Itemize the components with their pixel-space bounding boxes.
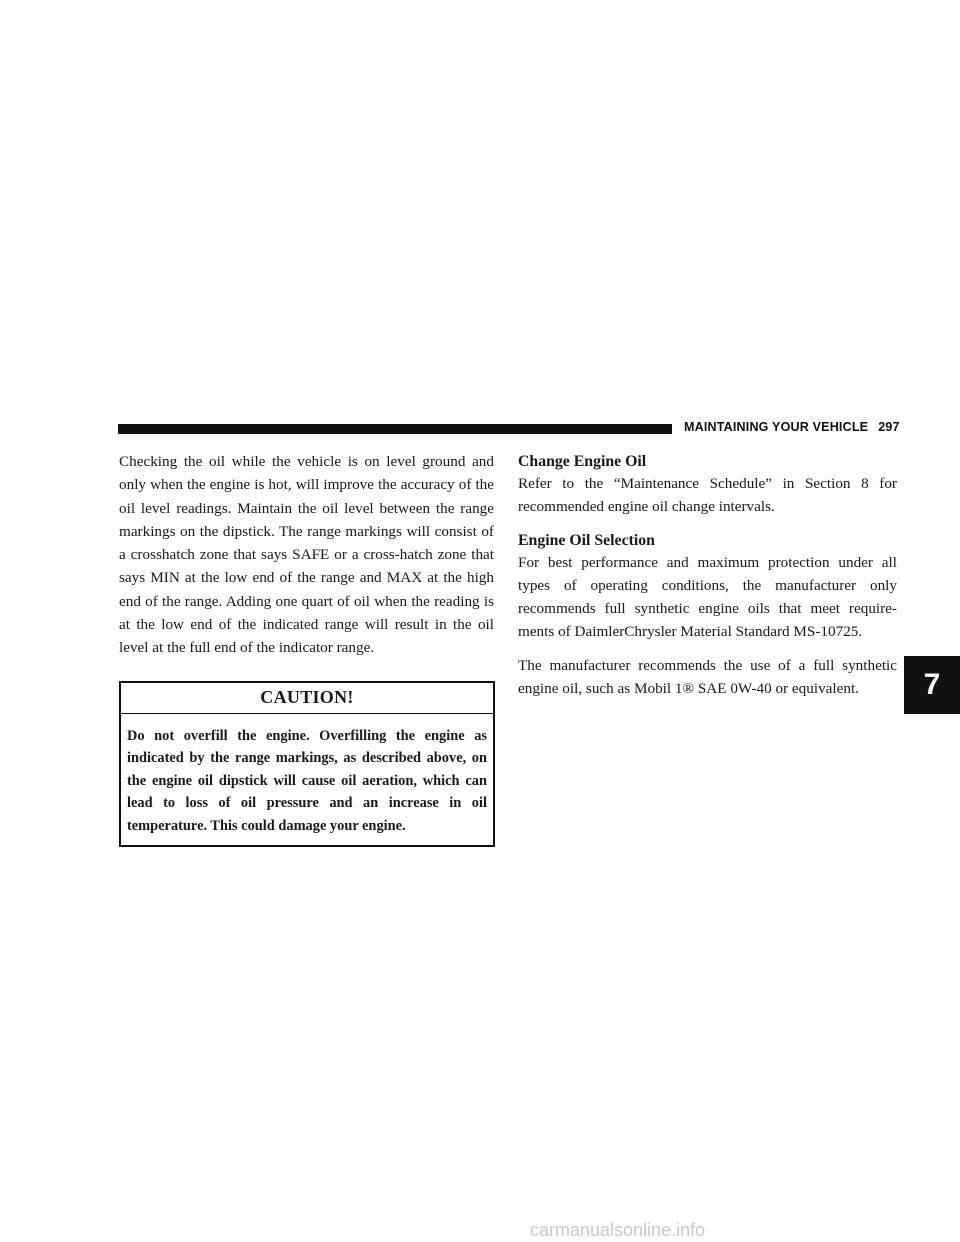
watermark-link[interactable]: carmanualsonline.info bbox=[530, 1220, 706, 1240]
oil-selection-text-2: The manufacturer recommends the use of a full synthetic engine oil, such as Mobil 1® SAE 0W-40 or equivalent. bbox=[518, 656, 897, 698]
caution-text: Do not overfill the engine. Overfilling the engine as indicated by the range markings, as described above, on the engine oil dipstick will cause oil aeration, which can lead to loss of oil pressure and an increase in oil temperature. This could damage your engine. bbox=[127, 727, 487, 834]
chapter-tab: 7 bbox=[904, 656, 960, 714]
footer bbox=[0, 1205, 960, 1242]
page-number: 297 bbox=[878, 420, 900, 434]
header-rule bbox=[118, 424, 672, 434]
change-oil-section bbox=[518, 450, 897, 519]
oil-selection-section bbox=[518, 529, 897, 701]
oil-selection-text-1: For best performance and maximum protection under all types of operating conditions, the manufacturer only recommends full synthetic engine oils that meet require-ments of DaimlerChrysler Material Standard MS-10725. bbox=[518, 553, 897, 641]
oil-check-paragraph: Checking the oil while the vehicle is on level ground and only when the engine is hot, will improve the accuracy of the oil level readings. Maintain the oil level between the range markings on the dipstick. The range markings will consist of a crosshatch zone that says SAFE or a cross-hatch zone that says MIN at the low end of the range and MAX at the high end of the range. Adding one quart of oil when the reading is at the low end of the indicated range will result in the oil level at the full end of the indicator range. bbox=[119, 453, 494, 657]
change-oil-heading: Change Engine Oil bbox=[518, 453, 647, 470]
caution-title: CAUTION! bbox=[121, 683, 493, 714]
section-title: MAINTAINING YOUR VEHICLE bbox=[684, 420, 869, 434]
oil-selection-heading: Engine Oil Selection bbox=[518, 531, 655, 549]
right-column bbox=[518, 450, 897, 700]
change-oil-text: Refer to the “Maintenance Schedule” in Section 8 for recommended engine oil change intervals. bbox=[518, 475, 897, 516]
caution-box bbox=[119, 681, 495, 848]
running-header bbox=[684, 420, 900, 434]
left-column bbox=[119, 450, 494, 847]
